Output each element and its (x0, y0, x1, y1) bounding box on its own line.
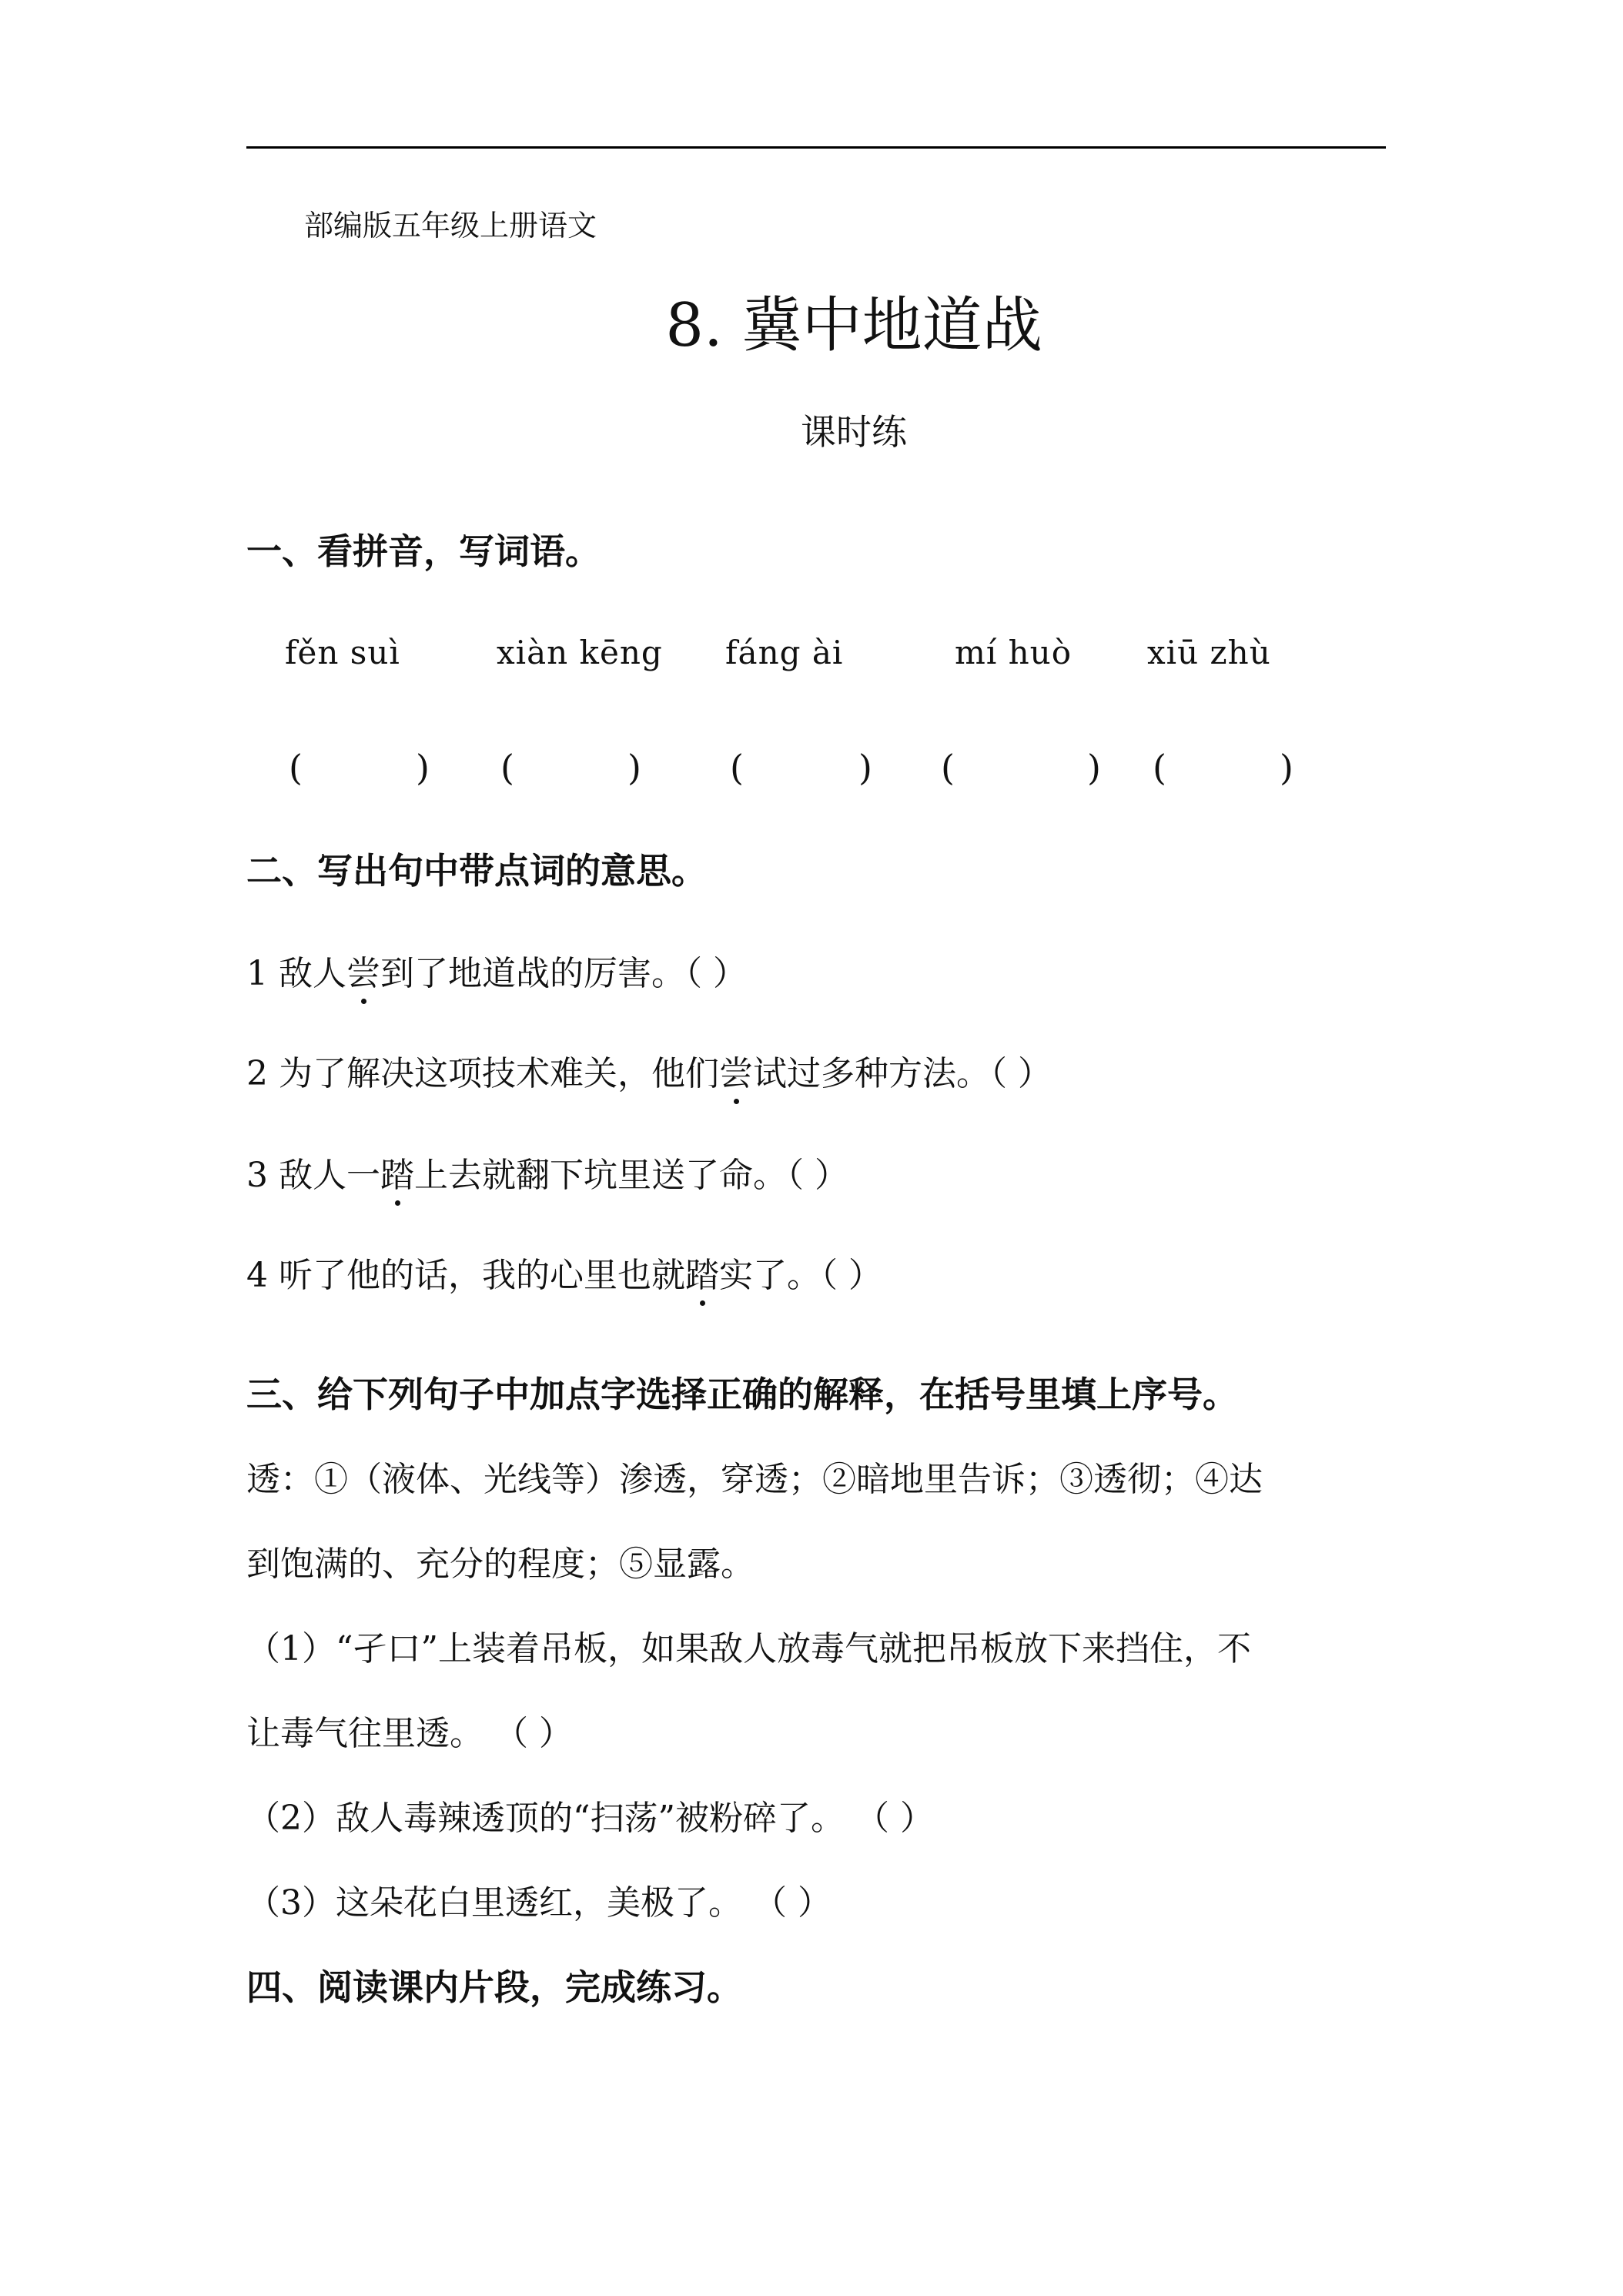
section-3-heading: 三、给下列句子中加点字选择正确的解释，在括号里填上序号。 (246, 1374, 1238, 1415)
answer-paren-open-1: ( (289, 747, 303, 788)
lesson-subtitle: 课时练 (801, 411, 907, 453)
sentence-item-1: 1 敌人尝到了地道战的厉害。（ ） (246, 946, 747, 995)
dotted-word: 踏 (685, 1247, 719, 1297)
answer-paren-close-2: ) (627, 747, 641, 788)
dotted-word: 尝 (346, 946, 380, 995)
answer-paren-close-5: ) (1280, 747, 1293, 788)
answer-paren-close-4: ) (1087, 747, 1101, 788)
section-1-heading: 一、看拼音，写词语。 (246, 530, 601, 572)
pinyin-4: mí huò (955, 634, 1072, 671)
dotted-word: 踏 (380, 1147, 414, 1197)
header-rule (246, 146, 1386, 149)
definition-line-1: 透：①（液体、光线等）渗透，穿透；②暗地里告诉；③透彻；④达 (246, 1460, 1263, 1499)
answer-paren-open-5: ( (1153, 747, 1166, 788)
question-3: （3）这朵花白里透红，美极了。 （ ） (246, 1883, 832, 1923)
pinyin-3: fáng ài (725, 634, 844, 671)
dotted-word: 尝 (719, 1046, 753, 1095)
answer-paren-open-3: ( (730, 747, 744, 788)
section-2-heading: 二、写出句中带点词的意思。 (246, 850, 707, 892)
textbook-label: 部编版五年级上册语文 (304, 209, 597, 243)
question-2: （2）敌人毒辣透顶的“扫荡”被粉碎了。 （ ） (246, 1799, 934, 1838)
question-1-line-2: 让毒气往里透。 （ ） (246, 1714, 573, 1753)
question-1-line-1: （1）“孑口”上装着吊板，如果敌人放毒气就把吊板放下来挡住，不 (246, 1629, 1251, 1668)
pinyin-1: fěn suì (285, 634, 400, 671)
answer-paren-open-4: ( (941, 747, 955, 788)
pinyin-5: xiū zhù (1147, 634, 1271, 671)
sentence-item-3: 3 敌人一踏上去就翻下坑里送了命。（ ） (246, 1147, 848, 1197)
definition-line-2: 到饱满的、充分的程度；⑤显露。 (246, 1545, 755, 1584)
sentence-item-2: 2 为了解决这项技术难关，他们尝试过多种方法。（ ） (246, 1046, 1052, 1095)
sentence-item-4: 4 听了他的话，我的心里也就踏实了。（ ） (246, 1247, 882, 1297)
pinyin-2: xiàn kēng (497, 634, 663, 671)
section-4-heading: 四、阅读课内片段，完成练习。 (246, 1966, 742, 2008)
answer-paren-open-2: ( (500, 747, 514, 788)
lesson-title: 8. 冀中地道战 (665, 291, 1042, 360)
answer-paren-close-3: ) (858, 747, 872, 788)
answer-paren-close-1: ) (416, 747, 430, 788)
